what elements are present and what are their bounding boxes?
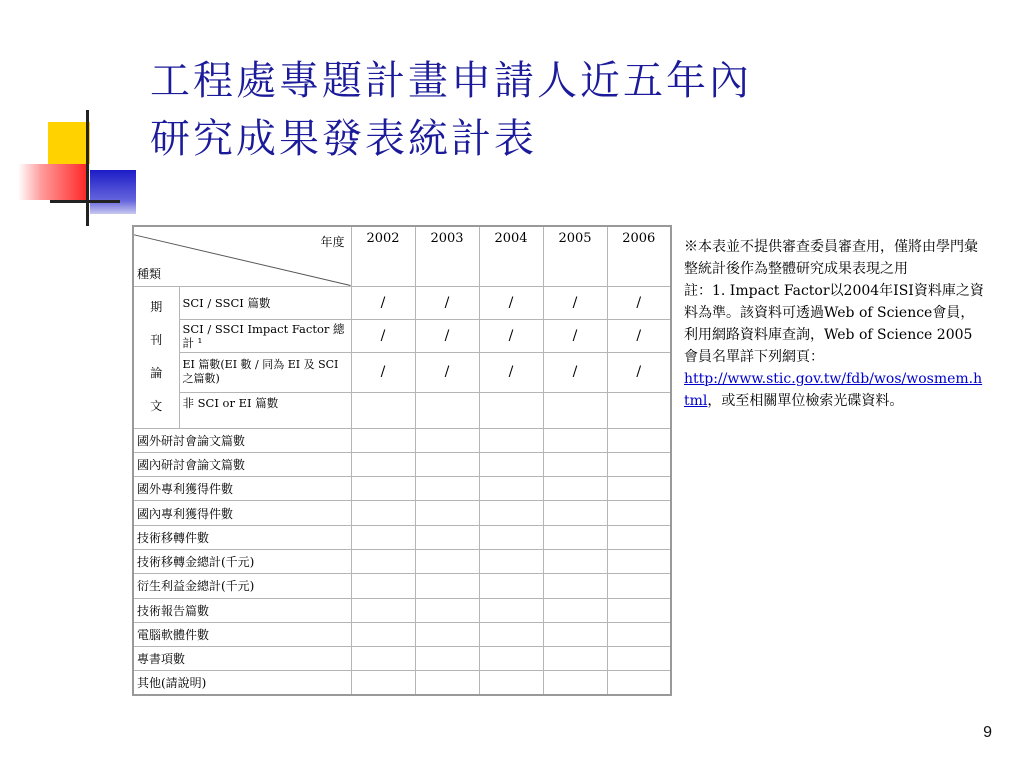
journal-char: 期 bbox=[150, 300, 163, 314]
row-label: 國外專利獲得件數 bbox=[133, 477, 351, 501]
corner-year-label: 年度 bbox=[320, 235, 345, 249]
table-cell bbox=[607, 549, 671, 573]
year-header: 2004 bbox=[479, 226, 543, 286]
table-cell: / bbox=[351, 352, 415, 392]
corner-cell bbox=[133, 226, 351, 286]
row-label: 技術移轉金總計(千元) bbox=[133, 549, 351, 573]
table-cell bbox=[351, 671, 415, 695]
table-cell bbox=[351, 598, 415, 622]
table-cell: / bbox=[543, 319, 607, 352]
table-cell bbox=[607, 525, 671, 549]
slide-title bbox=[150, 52, 1010, 168]
table-cell bbox=[543, 671, 607, 695]
table-cell: / bbox=[543, 352, 607, 392]
table-cell bbox=[415, 477, 479, 501]
table-cell bbox=[479, 428, 543, 452]
table-cell bbox=[607, 574, 671, 598]
diagonal-line bbox=[134, 227, 351, 286]
table-row bbox=[133, 647, 671, 671]
row-label: 國內研討會論文篇數 bbox=[133, 452, 351, 476]
table-cell bbox=[543, 452, 607, 476]
table-cell bbox=[415, 525, 479, 549]
journal-row bbox=[133, 286, 671, 319]
row-label: 衍生利益金總計(千元) bbox=[133, 574, 351, 598]
table-cell: / bbox=[479, 352, 543, 392]
table-cell bbox=[351, 501, 415, 525]
side-note bbox=[684, 236, 984, 412]
year-header: 2005 bbox=[543, 226, 607, 286]
journal-row-label: SCI / SSCI 篇數 bbox=[179, 286, 351, 319]
note-text-2: 註：1. Impact Factor以2004年ISI資料庫之資料為準。該資料可透過Web of Science會員，利用網路資料庫查詢，Web of Science 2005會員名單詳下列網頁： bbox=[684, 283, 984, 365]
table-cell bbox=[479, 452, 543, 476]
year-header: 2002 bbox=[351, 226, 415, 286]
table-cell bbox=[607, 598, 671, 622]
table-cell bbox=[479, 598, 543, 622]
table-cell bbox=[543, 392, 607, 428]
table-cell bbox=[479, 501, 543, 525]
table-cell: / bbox=[607, 286, 671, 319]
table-cell bbox=[607, 392, 671, 428]
table-cell bbox=[479, 549, 543, 573]
page-number: 9 bbox=[983, 724, 992, 741]
table-cell bbox=[415, 598, 479, 622]
table-cell bbox=[479, 574, 543, 598]
table-cell bbox=[543, 622, 607, 646]
table-cell bbox=[415, 622, 479, 646]
journal-row-label: SCI / SSCI Impact Factor 總計 ¹ bbox=[179, 319, 351, 352]
logo-vertical-line bbox=[86, 110, 89, 226]
table-cell bbox=[479, 671, 543, 695]
table-cell bbox=[479, 647, 543, 671]
row-label: 國內專利獲得件數 bbox=[133, 501, 351, 525]
table-cell bbox=[543, 647, 607, 671]
table-cell bbox=[543, 574, 607, 598]
title-line-2: 研究成果發表統計表 bbox=[150, 116, 537, 162]
table-cell: / bbox=[607, 352, 671, 392]
row-label: 國外研討會論文篇數 bbox=[133, 428, 351, 452]
row-label: 技術移轉件數 bbox=[133, 525, 351, 549]
table-cell bbox=[415, 392, 479, 428]
journal-char: 論 bbox=[150, 366, 163, 380]
table-row bbox=[133, 622, 671, 646]
note-text-1: ※本表並不提供審查委員審查用，僅將由學門彙整統計後作為整體研究成果表現之用 bbox=[684, 239, 978, 277]
table-cell bbox=[351, 622, 415, 646]
journal-row-label: EI 篇數(EI 數 / 同為 EI 及 SCI 之篇數) bbox=[179, 352, 351, 392]
wos-member-link[interactable]: http://www.stic.gov.tw/fdb/wos/wosmem.html bbox=[684, 371, 983, 409]
table-cell bbox=[543, 428, 607, 452]
logo-blue-square bbox=[90, 170, 136, 214]
logo bbox=[10, 100, 140, 230]
statistics-table bbox=[132, 225, 672, 696]
note-text-3: ，或至相關單位檢索光碟資料。 bbox=[707, 393, 904, 409]
journal-char: 刊 bbox=[150, 333, 163, 347]
table-cell: / bbox=[415, 286, 479, 319]
title-line-1: 工程處專題計畫申請人近五年內 bbox=[150, 58, 752, 104]
table-cell bbox=[351, 647, 415, 671]
table-cell bbox=[415, 428, 479, 452]
row-label: 其他(請說明) bbox=[133, 671, 351, 695]
journal-row bbox=[133, 319, 671, 352]
table-cell bbox=[351, 477, 415, 501]
table-cell bbox=[351, 574, 415, 598]
year-header: 2003 bbox=[415, 226, 479, 286]
table-cell bbox=[351, 428, 415, 452]
table-row bbox=[133, 574, 671, 598]
table-cell bbox=[607, 671, 671, 695]
table-cell bbox=[543, 525, 607, 549]
table-cell: / bbox=[351, 319, 415, 352]
table-cell bbox=[543, 477, 607, 501]
table-cell: / bbox=[479, 286, 543, 319]
table-row bbox=[133, 477, 671, 501]
table-cell: / bbox=[607, 319, 671, 352]
table-cell bbox=[415, 671, 479, 695]
table-row bbox=[133, 549, 671, 573]
header-row bbox=[133, 226, 671, 286]
table-cell: / bbox=[543, 286, 607, 319]
table-cell: / bbox=[415, 319, 479, 352]
logo-horizontal-line bbox=[50, 200, 120, 203]
table-cell bbox=[479, 477, 543, 501]
table-cell bbox=[607, 501, 671, 525]
table-cell: / bbox=[415, 352, 479, 392]
table-row bbox=[133, 525, 671, 549]
corner-kind-label: 種類 bbox=[137, 266, 162, 281]
table-cell bbox=[351, 549, 415, 573]
table-cell bbox=[479, 622, 543, 646]
table-cell: / bbox=[351, 286, 415, 319]
table-cell bbox=[415, 574, 479, 598]
table-cell bbox=[543, 549, 607, 573]
table-row bbox=[133, 671, 671, 695]
journal-group-label bbox=[133, 286, 179, 428]
table-cell bbox=[415, 501, 479, 525]
table-cell bbox=[607, 477, 671, 501]
table-cell bbox=[543, 598, 607, 622]
table-cell bbox=[351, 392, 415, 428]
logo-yellow-square bbox=[48, 122, 90, 164]
table-cell bbox=[351, 452, 415, 476]
row-label: 電腦軟體件數 bbox=[133, 622, 351, 646]
table-cell bbox=[479, 525, 543, 549]
table-cell bbox=[415, 549, 479, 573]
table-cell: / bbox=[479, 319, 543, 352]
table-cell bbox=[415, 452, 479, 476]
table-cell bbox=[607, 428, 671, 452]
table-row bbox=[133, 598, 671, 622]
table-row bbox=[133, 452, 671, 476]
table-cell bbox=[607, 452, 671, 476]
journal-row bbox=[133, 392, 671, 428]
table-cell bbox=[543, 501, 607, 525]
row-label: 技術報告篇數 bbox=[133, 598, 351, 622]
table-cell bbox=[479, 392, 543, 428]
journal-row-label: 非 SCI or EI 篇數 bbox=[179, 392, 351, 428]
table-row bbox=[133, 428, 671, 452]
journal-row bbox=[133, 352, 671, 392]
table-cell bbox=[415, 647, 479, 671]
journal-char: 文 bbox=[150, 399, 163, 413]
table-cell bbox=[607, 622, 671, 646]
logo-red-bar bbox=[18, 164, 86, 200]
row-label: 專書項數 bbox=[133, 647, 351, 671]
table-cell bbox=[351, 525, 415, 549]
table-row bbox=[133, 501, 671, 525]
table-cell bbox=[607, 647, 671, 671]
year-header: 2006 bbox=[607, 226, 671, 286]
